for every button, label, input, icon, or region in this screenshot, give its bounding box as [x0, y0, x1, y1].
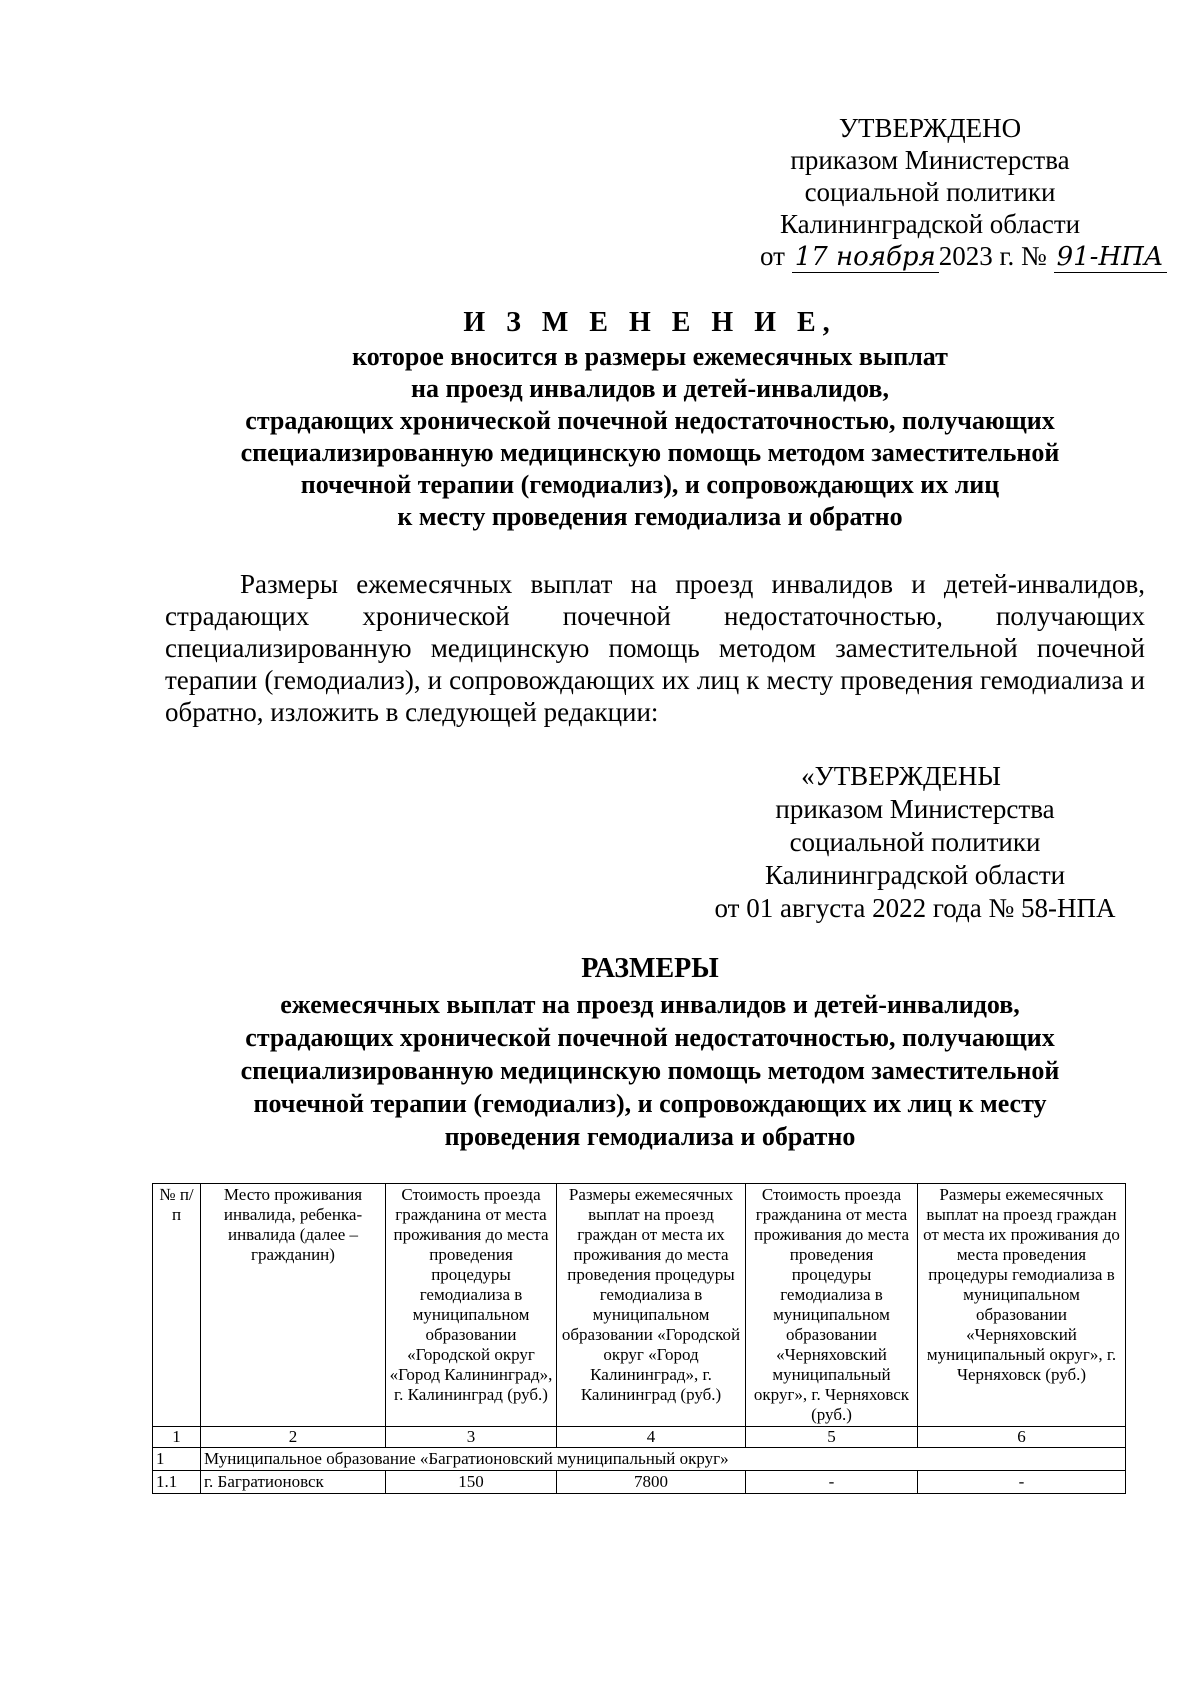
row-number: 1.1: [153, 1471, 201, 1494]
approval-stamp-top: [760, 112, 1164, 273]
approval-stamp-quoted: [700, 760, 1130, 925]
column-number: 3: [386, 1427, 557, 1448]
intro-paragraph: Размеры ежемесячных выплат на проезд инвалидов и детей-инвалидов, страдающих хронической почечной недостаточностью, получающих специализированную медицинскую помощь методом заместительной почечной терапии (гемодиализ), и сопровождающих их лиц к месту проведения гемодиализа и обратно, изложить в следующей редакции:: [165, 569, 1145, 727]
sizes-subtitle-line: почечной терапии (гемодиализ), и сопровождающих их лиц к месту: [253, 1089, 1047, 1118]
approval-line-3: Калининградской области: [779, 209, 1081, 239]
change-heading: [150, 305, 1150, 533]
table-row: [153, 1471, 1126, 1494]
column-number: 4: [557, 1427, 746, 1448]
header-payment-kaliningrad: Размеры ежемесячных выплат на проезд граждан от места их проживания до места проведения процедуры гемодиализа в муниципальном образовании «Городской округ «Город Калининград», г. Калининград (руб.): [557, 1184, 746, 1427]
sizes-subtitle-line: страдающих хронической почечной недостаточностью, получающих: [245, 1023, 1055, 1052]
header-cost-chernyakhovsk: Стоимость проезда гражданина от места проживания до места проведения процедуры гемодиализа в муниципальном образовании «Черняховский муниципальный округ», г. Черняховск (руб.): [746, 1184, 918, 1427]
column-number: 5: [746, 1427, 918, 1448]
column-number-row: [153, 1427, 1126, 1448]
approval-line-1: приказом Министерства: [775, 794, 1055, 824]
sizes-subtitle-line: проведения гемодиализа и обратно: [444, 1122, 856, 1151]
row-cost-chernyakhovsk: -: [746, 1471, 918, 1494]
date-year: 2023 г. №: [938, 241, 1047, 271]
section-row: [153, 1448, 1126, 1471]
handwritten-order-number: 91-НПА: [1054, 242, 1167, 273]
approval-date-line: [760, 240, 1164, 273]
approval-line-2: социальной политики: [804, 177, 1056, 207]
approval-line-2: социальной политики: [789, 827, 1041, 857]
approval-line-4: от 01 августа 2022 года № 58-НПА: [714, 893, 1116, 923]
column-number: 2: [201, 1427, 386, 1448]
date-prefix: от: [760, 241, 785, 271]
change-subtitle-line: почечной терапии (гемодиализ), и сопровождающих их лиц: [300, 470, 1000, 499]
section-label: Муниципальное образование «Багратионовский муниципальный округ»: [201, 1448, 1126, 1471]
table-header-row: [153, 1184, 1126, 1427]
approval-line-1: приказом Министерства: [790, 145, 1070, 175]
change-subtitle-line: страдающих хронической почечной недостаточностью, получающих: [245, 406, 1055, 435]
change-subtitle-line: которое вносится в размеры ежемесячных выплат: [352, 342, 948, 371]
row-place: г. Багратионовск: [201, 1471, 386, 1494]
sizes-title: РАЗМЕРЫ: [581, 953, 719, 984]
row-payment-chernyakhovsk: -: [918, 1471, 1126, 1494]
sizes-heading: [150, 950, 1150, 1153]
change-subtitle-line: специализированную медицинскую помощь методом заместительной: [240, 438, 1060, 467]
sizes-subtitle-line: специализированную медицинскую помощь методом заместительной: [240, 1056, 1060, 1085]
approval-title: «УТВЕРЖДЕНЫ: [801, 761, 1001, 791]
column-number: 6: [918, 1427, 1126, 1448]
rates-table: [152, 1183, 1126, 1494]
header-payment-chernyakhovsk: Размеры ежемесячных выплат на проезд граждан от места их проживания до места проведения процедуры гемодиализа в муниципальном образовании «Черняховский муниципальный округ», г. Черняховск (руб.): [918, 1184, 1126, 1427]
header-number: № п/п: [153, 1184, 201, 1427]
row-payment-kaliningrad: 7800: [557, 1471, 746, 1494]
column-number: 1: [153, 1427, 201, 1448]
change-title: И З М Е Н Е Н И Е,: [463, 307, 837, 338]
approval-title: УТВЕРЖДЕНО: [838, 113, 1022, 143]
section-number: 1: [153, 1448, 201, 1471]
sizes-subtitle-line: ежемесячных выплат на проезд инвалидов и детей-инвалидов,: [280, 990, 1020, 1019]
approval-line-3: Калининградской области: [764, 860, 1066, 890]
row-cost-kaliningrad: 150: [386, 1471, 557, 1494]
header-cost-kaliningrad: Стоимость проезда гражданина от места проживания до места проведения процедуры гемодиализа в муниципальном образовании «Городской округ «Город Калининград», г. Калининград (руб.): [386, 1184, 557, 1427]
change-subtitle-line: на проезд инвалидов и детей-инвалидов,: [411, 374, 889, 403]
handwritten-date: 17 ноября: [792, 242, 939, 273]
header-place: Место проживания инвалида, ребенка-инвалида (далее – гражданин): [201, 1184, 386, 1427]
change-subtitle-line: к месту проведения гемодиализа и обратно: [397, 502, 903, 531]
